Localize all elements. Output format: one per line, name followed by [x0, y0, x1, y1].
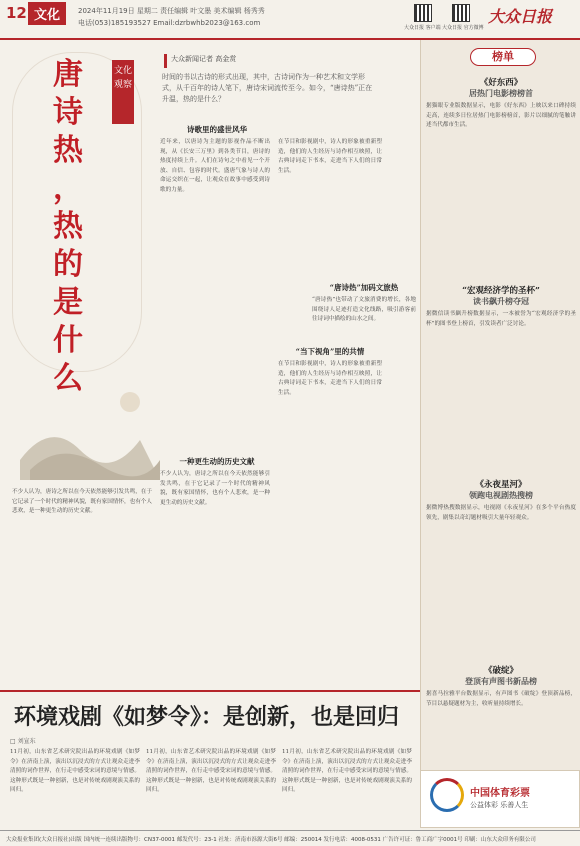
subhead-2: 一种更生动的历史文献 — [179, 457, 255, 466]
rank-item-2-subtitle: 读书飙升榜夺冠 — [473, 296, 529, 306]
feature-title: 唐 诗 热 ， 热 的 是 什 么 — [53, 57, 83, 396]
rank-item-4-body: 据喜马拉雅平台数据显示，有声图书《破绽》登顶新品榜，节目以悬疑题材为主，收听量持续增长。 — [426, 691, 576, 707]
qr-label-2: 大众日报 官方微博 — [442, 25, 484, 31]
lottery-ad-slogan: 公益体彩 乐善人生 — [470, 801, 529, 809]
section-label: 文化 — [28, 2, 66, 25]
banner-body-3: 11月初，山东省艺术研究院出品的环境戏剧《如梦令》在济南上演，演出以沉浸式的方式让观众走进李清照的词作世界，在行走中感受宋词的意境与情感。这种形式既是一种创新，也是对传统戏剧观演关系的回归。 — [282, 749, 412, 794]
rank-item-2-title: “宏观经济学的圣杯” — [462, 286, 540, 296]
page-header — [0, 0, 580, 40]
subhead-3: “当下视角”里的共情 — [295, 347, 365, 356]
rank-item-3-body: 据微博热搜数据显示，电视剧《永夜星河》在多个平台热度领先，剧集以奇幻题材吸引大量年轻观众。 — [426, 505, 576, 521]
rank-item-3-subtitle: 领跑电视剧热搜榜 — [469, 490, 533, 500]
rank-item-2-body: 据微信读书飙升榜数据显示，一本被誉为“宏观经济学的圣杯”的图书登上榜首，引发读者广泛讨论。 — [426, 311, 576, 327]
body-column-3: 在节目和影视剧中，诗人的形象被重新塑造，他们的人生经历与诗作相互映照，让古典诗词走下书本，走进当下人们的日常生活。 — [278, 139, 382, 174]
qr-code-icon[interactable] — [452, 4, 470, 22]
body-column-1: 近年来，以唐诗为主题的影视作品不断出现，从《长安三万里》到各类节目，唐诗的热度持续上升。人们在诗句之中看见一个开放、自信、包容的时代。盛唐气象与诗人的命运交织在一起，让观众在故事中感受到诗歌的力量。 — [160, 139, 270, 193]
author-byline: 大众新闻记者 高金赏 — [164, 54, 306, 68]
rank-item-1-body: 据猫眼专业版数据显示，电影《好东西》上映以来口碑持续走高，连续多日位居热门电影榜榜首，影片以细腻的笔触讲述当代都市生活。 — [426, 103, 576, 129]
masthead-logo: 大众日报 — [488, 7, 553, 26]
ranking-label: 榜单 — [470, 48, 536, 66]
qr-label-1: 大众日报 客户端 — [404, 25, 441, 31]
banner-body-2: 11月初，山东省艺术研究院出品的环境戏剧《如梦令》在济南上演，演出以沉浸式的方式让观众走进李清照的词作世界，在行走中感受宋词的意境与情感。这种形式既是一种创新，也是对传统戏剧观演关系的回归。 — [146, 749, 276, 794]
rank-item-1-title: 《好东西》 — [479, 78, 523, 88]
date-editor-line: 2024年11月19日 星期二 责任编辑 叶文墨 美术编辑 杨秀秀 — [78, 7, 265, 15]
banner-byline: □ 刘宣东 — [10, 738, 36, 745]
rank-item-4-title: 《破绽》 — [483, 666, 518, 676]
feature-intro: 时间的书以古诗的形式出现，其中，古诗词作为一种艺术和文学形式，从千百年的诗人笔下，唐诗宋词流传至今。如今，“唐诗热”正在升温，热的是什么？ — [162, 73, 373, 103]
lottery-logo-icon — [430, 778, 464, 812]
rank-item-4-subtitle: 登顶有声图书新品榜 — [465, 676, 537, 686]
lottery-ad-title: 中国体育彩票 — [470, 788, 530, 799]
qr-code-icon[interactable] — [414, 4, 432, 22]
page-footer: 大众报业集团(大众日报社)出版 国内统一连续出版物号：CN37-0001 邮发代号：23-1 社址：济南市泺源大街6号 邮编：250014 发行电话：4008-0531 广告许可证：鲁工商广字0001号 印刷：山东大众印务有限公司 — [0, 830, 580, 846]
contact-line: 电话(053)185193527 Email:dzrbwhb2023@163.com — [78, 19, 261, 27]
body-column-2: 不少人认为，唐诗之所以在今天依然能够引发共鸣，在于它记录了一个时代的精神风貌，既有家国情怀，也有个人悲欢，是一种更生动的历史文献。 — [160, 471, 270, 506]
ink-painting-illustration — [20, 380, 160, 480]
subhead-1: 诗歌里的盛世风华 — [187, 125, 247, 134]
column-tag: 文化观察 — [112, 60, 134, 124]
rank-item-1-subtitle: 居热门电影榜榜首 — [469, 88, 533, 98]
banner-divider — [0, 690, 420, 692]
body-column-5: “唐诗热”也带动了文旅消费的增长，各地围绕诗人足迹打造文化线路，吸引游客前往诗词中描绘的山水之间。 — [312, 297, 416, 323]
body-column-left: 不少人认为，唐诗之所以在今天依然能够引发共鸣，在于它记录了一个时代的精神风貌，既有家国情怀，也有个人悲欢，是一种更生动的历史文献。 — [12, 489, 152, 515]
banner-headline: 环境戏剧《如梦令》：是创新，也是回归 — [14, 704, 400, 730]
page-number: 12 — [6, 4, 27, 22]
rank-item-3-title: 《永夜星河》 — [475, 480, 527, 490]
body-column-4: 在节目和影视剧中，诗人的形象被重新塑造，他们的人生经历与诗作相互映照，让古典诗词走下书本，走进当下人们的日常生活。 — [278, 361, 382, 396]
banner-body-1: 11月初，山东省艺术研究院出品的环境戏剧《如梦令》在济南上演，演出以沉浸式的方式让观众走进李清照的词作世界，在行走中感受宋词的意境与情感。这种形式既是一种创新，也是对传统戏剧观演关系的回归。 — [10, 749, 140, 794]
subhead-4: “唐诗热”加码文旅热 — [329, 283, 399, 292]
